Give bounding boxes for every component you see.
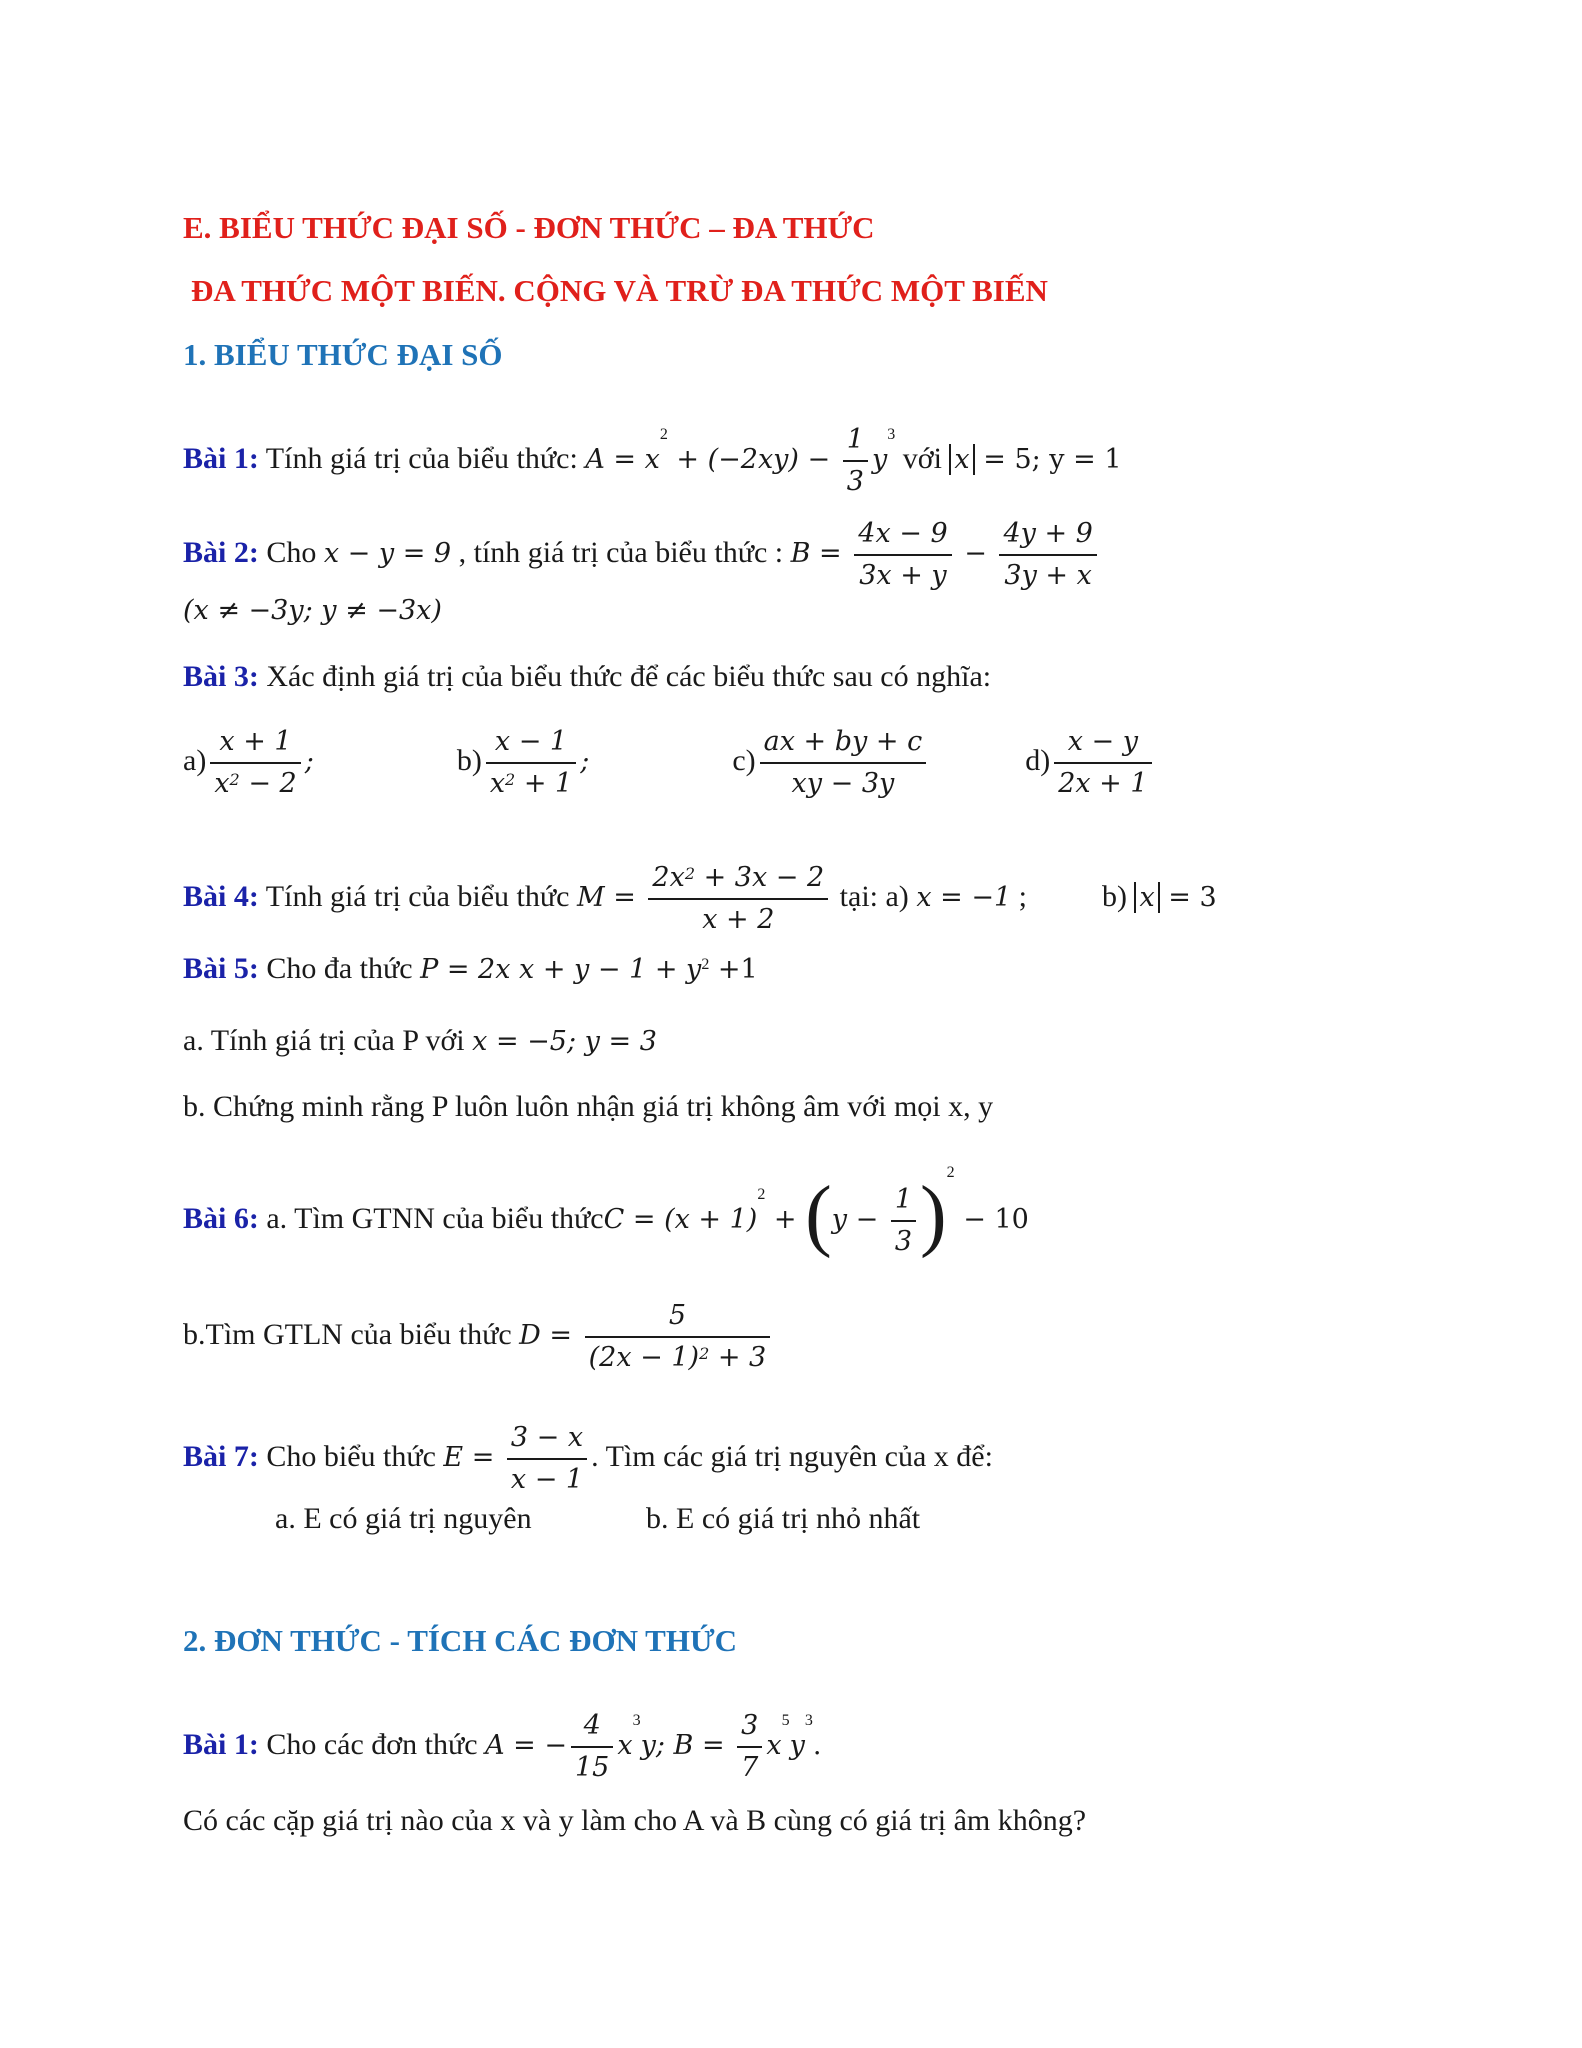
p1-bai3-a-frac	[210, 722, 300, 804]
p2-bai1-frac2	[737, 1706, 762, 1788]
p1-bai6-expr-a: C = (x + 1)	[603, 1203, 758, 1235]
p1-bai1-abs-x: x	[949, 444, 974, 475]
p1-bai7-frac	[507, 1418, 587, 1500]
p1-bai3-b-label: b)	[456, 743, 482, 777]
p1-bai2-text: , tính giá trị của biểu thức :	[451, 535, 791, 569]
p1-bai3-b-num: x − 1	[486, 722, 576, 764]
p1-bai7-tail: . Tìm các giá trị nguyên của x để:	[591, 1439, 993, 1473]
p1-bai6-tail: − 10	[954, 1203, 1029, 1235]
p1-bai4-den: x + 2	[702, 904, 775, 935]
p1-bai5-a-text: a. Tính giá trị của P với	[183, 1024, 473, 1057]
p1-bai1-voi: với	[902, 441, 950, 475]
p1-bai2-frac1	[854, 514, 951, 596]
p1-bai6-D: D =	[519, 1319, 581, 1351]
p1-bai4-M: M =	[576, 881, 645, 913]
p1-bai7-a: a. E có giá trị nguyên	[275, 1502, 532, 1535]
part1-heading: 1. BIỂU THỨC ĐẠI SỐ	[183, 337, 503, 372]
p1-bai4-num: $2x^2 + 3x - 2$	[648, 858, 828, 900]
p1-bai3-d-num: x − y	[1054, 722, 1151, 764]
p1-bai4-semi: ;	[1011, 879, 1027, 913]
p1-bai5-a	[183, 1022, 657, 1061]
p1-bai6-exp2: 2	[757, 1186, 766, 1203]
p1-bai2-frac2	[999, 514, 1096, 596]
p1-bai3-label: Bài 3:	[183, 660, 259, 693]
section-e-subtitle: ĐA THỨC MỘT BIẾN. CỘNG VÀ TRỪ ĐA THỨC MỘT BIẾN	[191, 273, 1048, 308]
p2-bai1-f1-num: 4	[571, 1706, 613, 1748]
p1-bai4-case-b: = 3	[1159, 881, 1217, 913]
p1-bai6-text: a. Tìm GTNN của biểu thức	[258, 1201, 604, 1235]
p1-bai6-plus: +	[765, 1203, 806, 1235]
p1-bai1-expr-b: + (−2xy) −	[667, 443, 839, 475]
p1-bai6-lparen: (	[805, 1171, 832, 1259]
p1-bai5-text: Cho đa thức	[258, 952, 421, 985]
p1-bai6-frac	[891, 1180, 916, 1262]
p1-bai6-d-den: $(2x - 1)^2 + 3$	[588, 1342, 767, 1373]
p1-bai3-b-semi: ;	[580, 745, 590, 777]
p2-bai1-a-y: y; B =	[640, 1729, 734, 1761]
p1-bai2-f1-den: 3x + y	[859, 560, 947, 591]
p1-bai5-b: b. Chứng minh rằng P luôn luôn nhận giá trị không âm với mọi x, y	[183, 1090, 994, 1123]
p1-bai2-f1-num: 4x − 9	[854, 514, 951, 556]
p1-bai1-label: Bài 1:	[183, 441, 259, 475]
p1-bai3-text: Xác định giá trị của biểu thức để các biểu thức sau có nghĩa:	[258, 660, 992, 693]
p1-bai3-d-den: 2x + 1	[1058, 768, 1148, 799]
p1-bai6-label: Bài 6:	[183, 1201, 259, 1235]
p1-bai4-tai: tại: a)	[832, 879, 917, 913]
p1-bai6-frac-num: 1	[891, 1180, 916, 1222]
p1-bai7-E: E =	[443, 1441, 503, 1473]
p1-bai5-exp: 2	[701, 956, 710, 973]
p1-bai2-f2-den: 3y + x	[1004, 560, 1092, 591]
p1-bai6-rparen: )	[920, 1171, 947, 1259]
p1-bai1-frac-den: 3	[846, 466, 864, 497]
p1-bai6-d-num: 5	[585, 1296, 771, 1338]
p1-bai5-label: Bài 5:	[183, 952, 259, 985]
p1-bai7-text: Cho biểu thức	[258, 1439, 444, 1473]
p1-bai3-a-num: x + 1	[210, 722, 300, 764]
p1-bai7-den: x − 1	[510, 1464, 584, 1495]
p1-bai1-y: y	[871, 443, 888, 475]
p2-bai1-text: Cho các đơn thức	[258, 1727, 486, 1761]
p1-bai2-cho: Cho	[258, 535, 324, 569]
p2-bai1-A: A = −	[485, 1729, 567, 1761]
p2-bai1-a-x-exp: 3	[632, 1712, 641, 1729]
p1-bai6-b-text: b.Tìm GTLN của biểu thức	[183, 1317, 520, 1351]
p1-bai6-y: y −	[831, 1203, 887, 1235]
p1-bai7-label: Bài 7:	[183, 1439, 259, 1473]
p1-bai5-expr-b: +1	[709, 954, 758, 985]
p1-bai7-num: 3 − x	[507, 1418, 587, 1460]
p1-bai4-label: Bài 4:	[183, 879, 259, 913]
p1-bai5	[183, 950, 758, 989]
p1-bai4-abs-x: x	[1134, 882, 1159, 913]
p2-bai1-label: Bài 1:	[183, 1727, 259, 1761]
p1-bai6	[183, 1164, 1029, 1262]
p1-bai3-d-frac	[1054, 722, 1151, 804]
p1-bai4-frac	[648, 858, 828, 940]
p2-bai1-f1-den: 15	[575, 1752, 610, 1783]
p2-bai1-dot: .	[812, 1729, 822, 1761]
p1-bai7-b: b. E có giá trị nhỏ nhất	[646, 1502, 921, 1535]
p1-bai1-fraction	[843, 420, 868, 502]
p1-bai3-c-den: xy − 3y	[791, 768, 895, 799]
p2-bai1-b-x: x	[766, 1729, 782, 1761]
p1-bai3-c-label: c)	[732, 743, 756, 777]
p1-bai6-b	[183, 1296, 774, 1378]
p1-bai2-cond: x − y = 9	[323, 537, 452, 569]
p2-bai1-question: Có các cặp giá trị nào của x và y làm cho A và B cùng có giá trị âm không?	[183, 1804, 1087, 1837]
p1-bai5-a-cond: x = −5; y = 3	[472, 1026, 657, 1057]
p1-bai6-d-frac	[585, 1296, 771, 1378]
p1-bai3-a-label: a)	[183, 743, 207, 777]
p1-bai4-case-a: x = −1	[916, 881, 1012, 913]
p2-bai1-b-y: y	[789, 1729, 805, 1761]
p2-bai1-frac1	[571, 1706, 613, 1788]
p1-bai2-label: Bài 2:	[183, 535, 259, 569]
p1-bai7	[183, 1418, 993, 1500]
p1-bai3-items	[183, 722, 1156, 804]
p2-bai1-f2-num: 3	[737, 1706, 762, 1748]
p1-bai1-text: Tính giá trị của biểu thức:	[258, 441, 586, 475]
p1-bai3-b-den: $x^2 + 1$	[489, 768, 573, 799]
p1-bai1-exp3: 3	[887, 426, 896, 443]
p1-bai1-frac-num: 1	[843, 420, 868, 462]
p2-bai1-b-x-exp: 5	[781, 1712, 790, 1729]
p1-bai3-b-frac	[486, 722, 576, 804]
p1-bai2-B: B =	[790, 537, 851, 569]
p1-bai1	[183, 420, 1122, 502]
p1-bai3-c-frac	[760, 722, 927, 804]
p1-bai1-cond: = 5; y = 1	[974, 443, 1122, 475]
p1-bai5-expr-a: P = 2x x + y − 1 + y	[420, 954, 702, 985]
section-e-title: E. BIỂU THỨC ĐẠI SỐ - ĐƠN THỨC – ĐA THỨC	[183, 210, 875, 245]
p1-bai1-exp2: 2	[659, 426, 668, 443]
part2-heading: 2. ĐƠN THỨC - TÍCH CÁC ĐƠN THỨC	[183, 1623, 738, 1658]
p2-bai1	[183, 1706, 821, 1788]
p1-bai4-text: Tính giá trị của biểu thức	[258, 879, 577, 913]
p1-bai2-minus: −	[955, 537, 996, 569]
p1-bai6-exp2b: 2	[946, 1164, 955, 1181]
p1-bai2-restrict: (x ≠ −3y; y ≠ −3x)	[183, 595, 442, 626]
p2-bai1-b-y-exp: 3	[804, 1712, 813, 1729]
p1-bai6-frac-den: 3	[894, 1226, 913, 1257]
p2-bai1-a-x: x	[617, 1729, 633, 1761]
p1-bai3	[183, 658, 991, 696]
p1-bai3-a-den: $x^2 - 2$	[214, 768, 297, 799]
p1-bai1-expr-a: A = x	[585, 443, 660, 475]
p1-bai3-c-num: ax + by + c	[760, 722, 927, 764]
p2-bai1-f2-den: 7	[741, 1752, 759, 1783]
p1-bai4-b-label: b)	[1101, 879, 1135, 913]
p1-bai2	[183, 514, 1101, 596]
p1-bai3-a-semi: ;	[304, 745, 314, 777]
p1-bai4	[183, 858, 1217, 940]
p1-bai3-d-label: d)	[1025, 743, 1051, 777]
p1-bai2-f2-num: 4y + 9	[999, 514, 1096, 556]
